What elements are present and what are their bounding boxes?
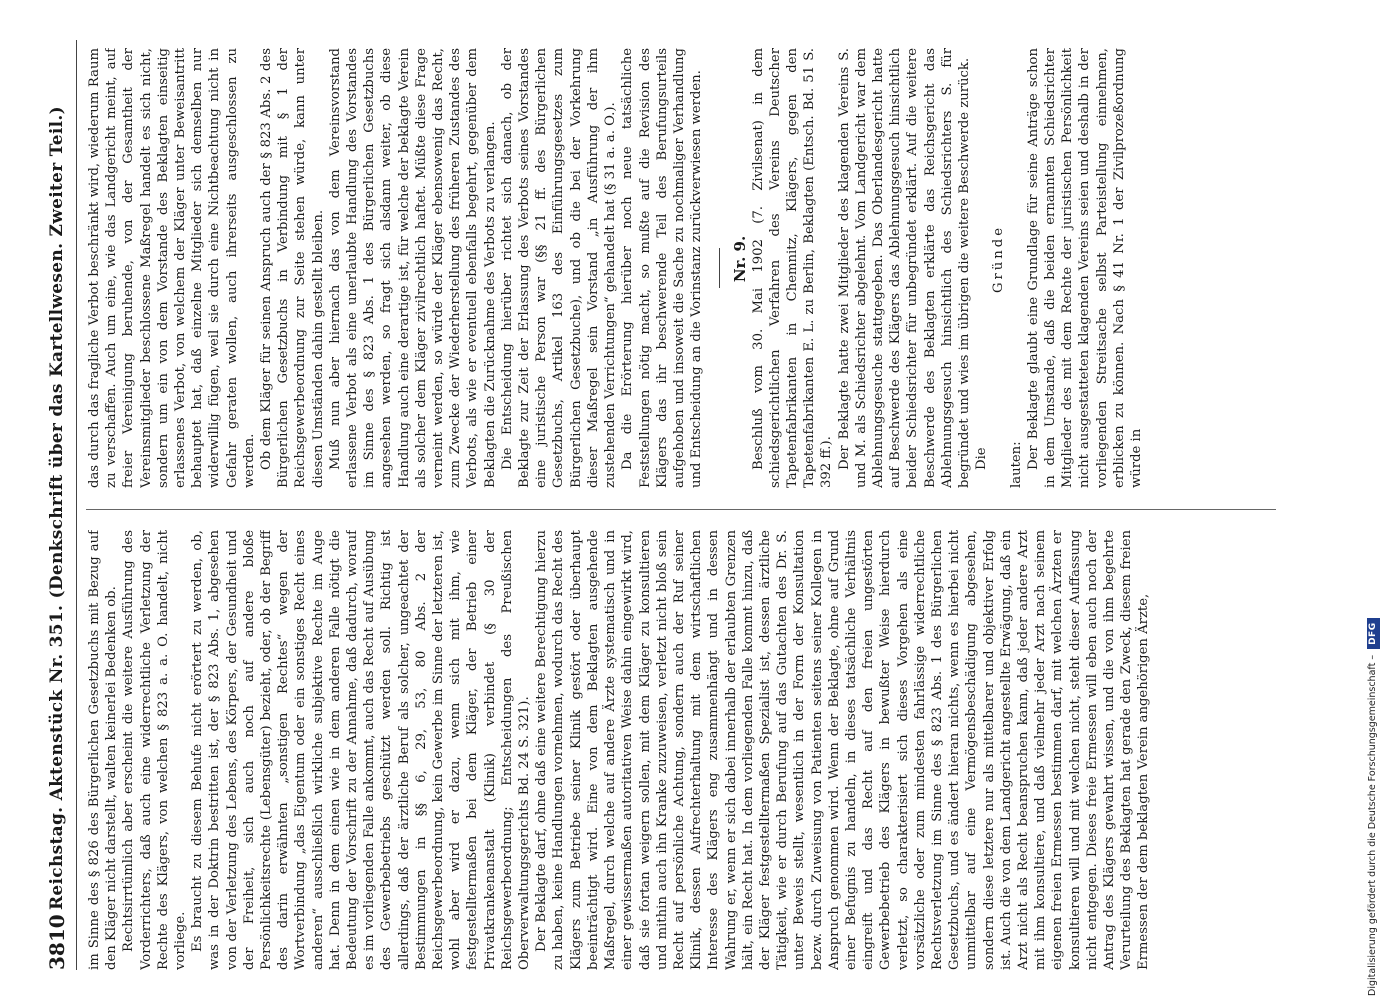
page-header bbox=[40, 40, 74, 970]
paragraph: das durch das fragliche Verbot beschränkt wird, wiederum Raum zu verschaffen. Auch um eine, wie das Landgericht meint, auf freier Vereinigung beruhende, von der Gesamtheit der Vereinsmitglieder beschlossene Maßregel handelt es sich nicht, sondern um ein von dem Vorstande des Beklagten einseitig erlassenes Verbot, von welchem der Kläger unter Beweisantritt behauptet hat, daß einzelne Mitglieder sich demselben nur widerwillig fügen, weil sie durch eine Nichtbeachtung nicht in Gefahr geraten wollen, auch ihrerseits ausgeschlossen zu werden. bbox=[87, 48, 257, 488]
paragraph: Beschluß vom 30. Mai 1902 (7. Zivilsenat) in dem schiedsgerichtlichen Verfahren des Vereins Deutscher Tapetenfabrikanten in Chemnitz, Klägers, gegen den Tapetenfabrikanten E. L. zu Berlin, Beklagten (Entsch. Bd. 51 S. 392 ff.). bbox=[750, 48, 835, 488]
column-divider bbox=[86, 509, 1276, 510]
digitization-notice-text-wrap bbox=[1365, 4, 1381, 996]
page-content bbox=[40, 40, 1340, 970]
paragraph: Die bbox=[974, 447, 990, 470]
paragraph: lauten: bbox=[1008, 441, 1024, 488]
digitization-notice bbox=[1365, 4, 1381, 996]
digitization-notice-text: Digitalisierung gefördert durch die Deutsche Forschungsgemeinschaft – bbox=[1367, 654, 1378, 996]
paragraph: Der Beklagte darf, ohne daß eine weitere Berechtigung hierzu zu haben, keine Handlungen vornehmen, wodurch das Recht des Klägers zum Betriebe seiner Klinik gestört oder überhaupt beeinträchtigt wird. Eine von dem Beklagten ausgehende Maßregel, durch welche auf andere Ärzte systematisch und in einer gewissermaßen autoritativen Weise dahin eingewirkt wird, daß sie fortan weigern sollen, mit dem Kläger zu konsultieren und mithin auch ihn Kranke zuzuweisen, verletzt nicht bloß sein Recht auf persönliche Achtung, sondern auch der Ruf seiner Klinik, dessen Aufrechterhaltung mit dem wirtschaftlichen Interesse des Klägers eng zusammenhängt und in dessen Wahrung er, wenn er sich dabei innerhalb der erlaubten Grenzen hält, ein Recht hat. In dem vorliegenden Falle kommt hinzu, daß der Kläger festgestelltermaßen Spezialist ist, dessen ärztliche Tätigkeit, wie er durch Berufung auf das Gutachten des Dr. S. unter Beweis stellt, wesentlich in der Form der Konsultation bezw. durch Zuweisung von Patienten seitens seiner Kollegen in Anspruch genommen wird. Wenn der Beklagte, ohne auf Grund einer Befugnis zu handeln, in dieses tatsächliche Verhältnis eingreift und das Recht auf den freien ungestörten Gewerbebetrieb des Klägers in bewußter Weise hierdurch verletzt, so charakterisiert sich dieses Vorgehen als eine vorsätzliche oder zum mindesten fahrlässige widerrechtliche Rechtsverletzung im Sinne des § 823 Abs. 1 des Bürgerlichen Gesetzbuchs, und es ändert hieran nichts, wenn es hierbei nicht unmittelbar auf eine Vermögensbeschädigung abgesehen, sondern diese letztere nur als mittelbarer und objektiver Erfolg ist. Auch die von dem Landgericht angestellte Erwägung, daß ein Arzt nicht als Recht beanspruchen kann, daß jeder andere Arzt mit ihm konsultiere, und daß vielmehr jeder Arzt nach seinem eigenen freien Ermessen bestimmen darf, mit welchen Ärzten er konsultieren will und mit welchen nicht, steht dieser Auffassung nicht entgegen. Dieses freie Ermessen will eben auch noch der Antrag des Klägers gewahrt wissen, und die von ihm begehrte Verurteilung des Beklagten hat gerade den Zweck, diesem freien Ermessen der dem beklagten Verein angehörigen Ärzte, bbox=[534, 530, 1152, 970]
paragraph: Der Beklagte glaubt eine Grundlage für seine Anträge schon in dem Umstande, daß die beiden ernannten Schiedsrichter Mitglieder des mit dem Rechte der juristischen Persönlichkeit nicht ausgestatteten klagenden Vereins seien und deshalb in der vorliegenden Streitsache selbst Parteistellung einnehmen, erblicken zu können. Nach § 41 Nr. 1 der Zivilprozeßordnung würde in bbox=[1025, 48, 1144, 488]
paragraph: Es braucht zu diesem Behufe nicht erörtert zu werden, ob, was in der Doktrin bestritten ist, der § 823 Abs. 1, abgesehen von der Verletzung des Lebens, des Körpers, der Gesundheit und der Freiheit, sich auch noch auf andere bloße Persönlichkeitsrechte (Lebensgüter) bezieht, oder, ob der Begriff des darin erwähnten „sonstigen Rechtes“ wegen der Wortverbindung „das Eigentum oder ein sonstiges Recht eines anderen“ ausschließlich wirkliche subjektive Rechte im Auge hat. Denn in dem einen wie in dem anderen Falle nötigt die Bedeutung der Vorschrift zu der Annahme, daß dadurch, worauf es im vorliegenden Falle ankommt, auch das Recht auf Ausübung des Gewerbebetriebs geschützt werden soll. Richtig ist allerdings, daß der ärztliche Beruf als solcher, ungeachtet der Bestimmungen in §§ 6, 29, 53, 80 Abs. 2 der Reichsgewerbeordnung, kein Gewerbe im Sinne der letzteren ist, wohl aber wird er dazu, wenn sich mit ihm, wie festgestelltermaßen bei dem Kläger, der Betrieb einer Privatkrankenanstalt (Klinik) verbindet (§ 30 der Reichsgewerbeordnung; Entscheidungen des Preußischen Oberverwaltungsgerichts Bd. 24 S. 321). bbox=[190, 530, 533, 970]
page-number: 3810 bbox=[45, 914, 69, 970]
paragraph: Da die Erörterung hierüber noch neue tatsächliche Feststellungen nötig macht, so mußte auf die Revision des Klägers das ihr beschwerende Teil des Berufungsurteils aufgehoben und insoweit die Sache zu nochmaliger Verhandlung und Entscheidung an die Vorinstanz zurückverwiesen werden. bbox=[620, 48, 705, 488]
section-heading: Nr. 9. bbox=[731, 235, 750, 283]
paragraph: Der Beklagte hatte zwei Mitglieder des klagenden Vereins S. und M. als Schiedsrichter abgelehnt. Vom Landgericht war dem Ablehnungsgesuche stattgegeben. Das Oberlandesgericht hatte auf Beschwerde des Klägers das Ablehnungsgesuch hinsichtlich beider Schiedsrichter für unbegründet erklärt. Auf die weitere Beschwerde des Beklagten erklärte das Reichsgericht das Ablehnungsgesuch hinsichtlich des Schiedsrichters S. für begründet und wies im übrigen die weitere Beschwerde zurück. bbox=[836, 48, 972, 488]
paragraph: Muß nun aber hiernach das von dem Vereinsvorstand erlassene Verbot als eine unerlaubte Handlung des Vorstandes im Sinne des § 823 Abs. 1 des Bürgerlichen Gesetzbuchs angesehen werden, so fragt sich alsdann weiter, ob diese Handlung auch eine derartige ist, für welche der beklagte Verein als solcher dem Kläger zivilrechtlich haftet. Müßte diese Frage verneint werden, so würde der Kläger ebensowenig das Recht, zum Zwecke der Wiederherstellung des früheren Zustandes des Verbots, als wie er eventuell ebenfalls begehrt, gegenüber dem Beklagten die Zurücknahme des Verbots zu verlangen. bbox=[327, 48, 498, 488]
paragraph: im Sinne des § 826 des Bürgerlichen Gesetzbuchs mit Bezug auf den Kläger nicht darstellt, walten keinerlei Bedenken ob. bbox=[87, 530, 120, 970]
header-rule bbox=[76, 40, 77, 970]
dfg-logo: DFG bbox=[1367, 618, 1380, 649]
section-rule bbox=[719, 248, 720, 288]
right-column bbox=[86, 48, 1326, 488]
paragraph: Die Entscheidung hierüber richtet sich danach, ob der Beklagte zur Zeit der Erlassung des Verbots seines Vorstandes eine juristische Person war (§§ 21 ff. des Bürgerlichen Gesetzbuchs, Artikel 163 des Einführungsgesetzes zum Bürgerlichen Gesetzbuche), und ob die bei der Vorkehrung dieser Maßregel sein Vorstand „in Ausführung der ihm zustehenden Verrichtungen“ gehandelt hat (§ 31 a. a. O.). bbox=[499, 48, 619, 488]
running-title: Reichstag. Aktenstück Nr. 351. (Denkschrift über das Kartellwesen. Zweiter Teil.) bbox=[47, 106, 67, 910]
left-column bbox=[86, 530, 1326, 970]
paragraph: Ob dem Kläger für seinen Anspruch auch der § 823 Abs. 2 des Bürgerlichen Gesetzbuchs in Verbindung mit § 1 der Reichsgewerbeordnung zur Seite stehen würde, kann unter diesen Umständen dahin gestellt bleiben. bbox=[259, 48, 326, 488]
paragraph: Rechtsirrtümlich aber erscheint die weitere Ausführung des Vorderrichters, daß auch eine widerrechtliche Verletzung der Rechte des Klägers, von welchen § 823 a. a. O. handelt, nicht vorliege. bbox=[121, 530, 189, 970]
gruende-heading: Gründe bbox=[991, 224, 1007, 294]
